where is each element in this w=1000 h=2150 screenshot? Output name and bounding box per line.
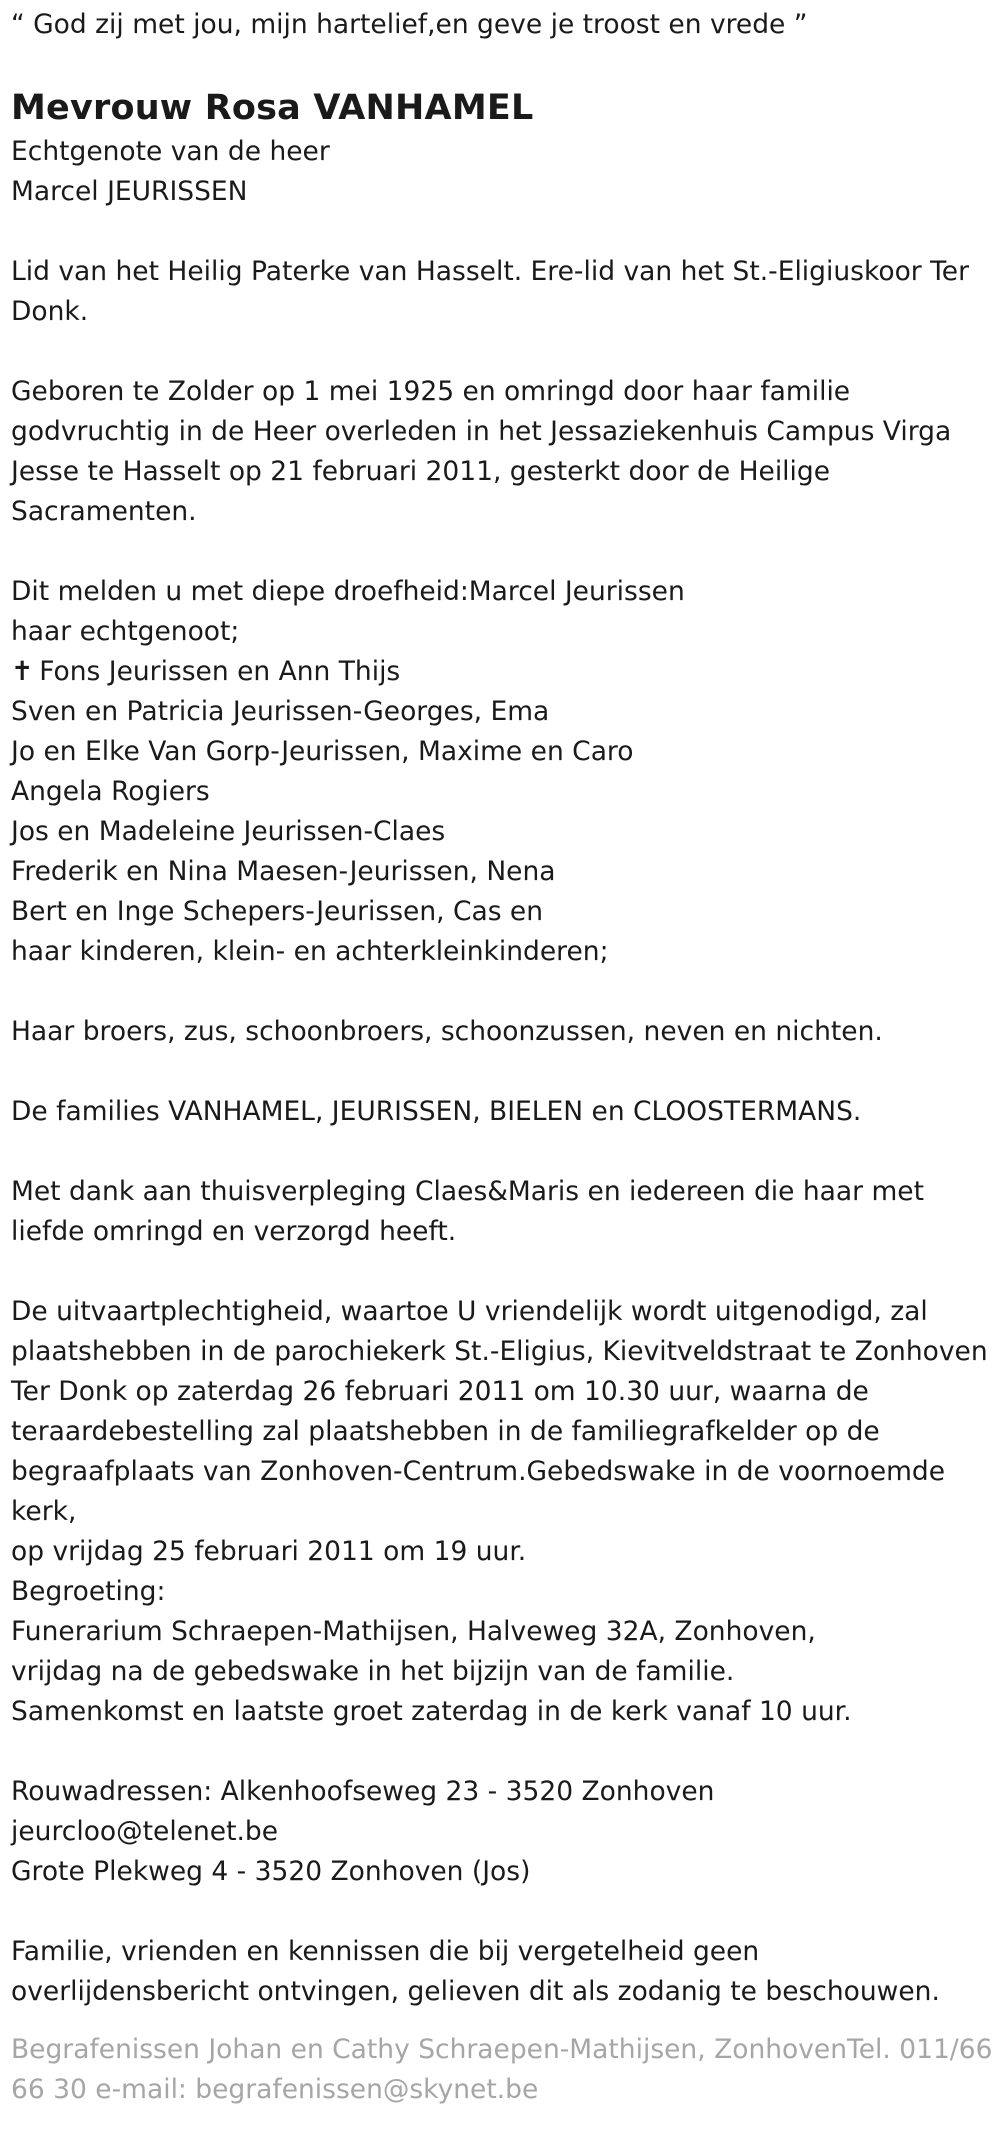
siblings-line: Haar broers, zus, schoonbroers, schoonzussen, neven en nichten. xyxy=(11,1016,883,1047)
deceased-child-name: Fons Jeurissen en Ann Thijs xyxy=(39,656,401,687)
membership-paragraph xyxy=(11,252,990,332)
family-member: haar kinderen, klein- en achterkleinkinderen; xyxy=(11,936,609,967)
spacer xyxy=(11,1732,990,1772)
spacer xyxy=(11,1892,990,1932)
thanks-line: liefde omringd en verzorgd heeft. xyxy=(11,1216,457,1247)
families-line: De families VANHAMEL, JEURISSEN, BIELEN en CLOOSTERMANS. xyxy=(11,1096,862,1127)
deceased-name: Mevrouw Rosa VANHAMEL xyxy=(11,88,534,128)
membership-line: Donk. xyxy=(11,296,89,327)
spouse-role: haar echtgenoot; xyxy=(11,616,240,647)
cross-icon: ✝ xyxy=(11,656,34,687)
birth-death-line: Geboren te Zolder op 1 mei 1925 en omringd door haar familie xyxy=(11,376,851,407)
spouse-line-2: Marcel JEURISSEN xyxy=(11,176,248,207)
ceremony-line: Begroeting: xyxy=(11,1576,166,1607)
ceremony-line: Ter Donk op zaterdag 26 februari 2011 om 10.30 uur, waarna de xyxy=(11,1376,869,1407)
ceremony-paragraph xyxy=(11,1292,990,1732)
notice-line: Familie, vrienden en kennissen die bij vergetelheid geen xyxy=(11,1936,760,1967)
spacer xyxy=(11,1252,990,1292)
ceremony-line: vrijdag na de gebedswake in het bijzijn van de familie. xyxy=(11,1656,735,1687)
ceremony-line: Funerarium Schraepen-Mathijsen, Halveweg 32A, Zonhoven, xyxy=(11,1616,816,1647)
birth-death-paragraph xyxy=(11,372,990,532)
footer-line: Begrafenissen Johan en Cathy Schraepen-Mathijsen, ZonhovenTel. 011/66 xyxy=(11,2034,993,2065)
notice-line: overlijdensbericht ontvingen, gelieven dit als zodanig te beschouwen. xyxy=(11,1976,940,2007)
ceremony-line: begraafplaats van Zonhoven-Centrum.Gebedswake in de voornoemde xyxy=(11,1456,946,1487)
family-member: Jos en Madeleine Jeurissen-Claes xyxy=(11,816,446,847)
family-intro: Dit melden u met diepe droefheid:Marcel Jeurissen xyxy=(11,576,685,607)
notice-paragraph xyxy=(11,1932,990,2012)
spacer xyxy=(11,332,990,372)
family-member: Angela Rogiers xyxy=(11,776,210,807)
ceremony-line: kerk, xyxy=(11,1496,77,1527)
ceremony-line: De uitvaartplechtigheid, waartoe U vriendelijk wordt uitgenodigd, zal xyxy=(11,1296,928,1327)
family-member: Bert en Inge Schepers-Jeurissen, Cas en xyxy=(11,896,544,927)
family-member: Frederik en Nina Maesen-Jeurissen, Nena xyxy=(11,856,556,887)
spacer xyxy=(11,212,990,252)
birth-death-line: Jesse te Hasselt op 21 februari 2011, gesterkt door de Heilige xyxy=(11,456,831,487)
ceremony-line: Samenkomst en laatste groet zaterdag in de kerk vanaf 10 uur. xyxy=(11,1696,852,1727)
ceremony-line: teraardebestelling zal plaatshebben in de familiegrafkelder op de xyxy=(11,1416,880,1447)
family-member: Sven en Patricia Jeurissen-Georges, Ema xyxy=(11,696,550,727)
family-member: Jo en Elke Van Gorp-Jeurissen, Maxime en Caro xyxy=(11,736,634,767)
spacer xyxy=(11,1052,990,1092)
ceremony-line: plaatshebben in de parochiekerk St.-Eligius, Kievitveldstraat te Zonhoven xyxy=(11,1336,988,1367)
spacer xyxy=(11,532,990,572)
family-member-deceased xyxy=(11,652,990,692)
thanks-paragraph xyxy=(11,1172,990,1252)
family-list xyxy=(11,572,990,972)
membership-line: Lid van het Heilig Paterke van Hasselt. Ere-lid van het St.-Eligiuskoor Ter xyxy=(11,256,969,287)
opening-quote: “ God zij met jou, mijn hartelief,en geve je troost en vrede ” xyxy=(11,9,808,40)
spacer xyxy=(11,1132,990,1172)
birth-death-line: Sacramenten. xyxy=(11,496,197,527)
email-address: jeurcloo@telenet.be xyxy=(11,1816,279,1847)
spacer xyxy=(11,972,990,1012)
footer-line: 66 30 e-mail: begrafenissen@skynet.be xyxy=(11,2074,539,2105)
address-line: Rouwadressen: Alkenhoofseweg 23 - 3520 Zonhoven xyxy=(11,1776,715,1807)
funeral-home-footer xyxy=(11,2030,993,2110)
birth-death-line: godvruchtig in de Heer overleden in het Jessaziekenhuis Campus Virga xyxy=(11,416,952,447)
addresses-paragraph xyxy=(11,1772,990,1892)
ceremony-line: op vrijdag 25 februari 2011 om 19 uur. xyxy=(11,1536,527,1567)
spouse-line-1: Echtgenote van de heer xyxy=(11,136,330,167)
address-line: Grote Plekweg 4 - 3520 Zonhoven (Jos) xyxy=(11,1856,531,1887)
thanks-line: Met dank aan thuisverpleging Claes&Maris en iedereen die haar met xyxy=(11,1176,924,1207)
